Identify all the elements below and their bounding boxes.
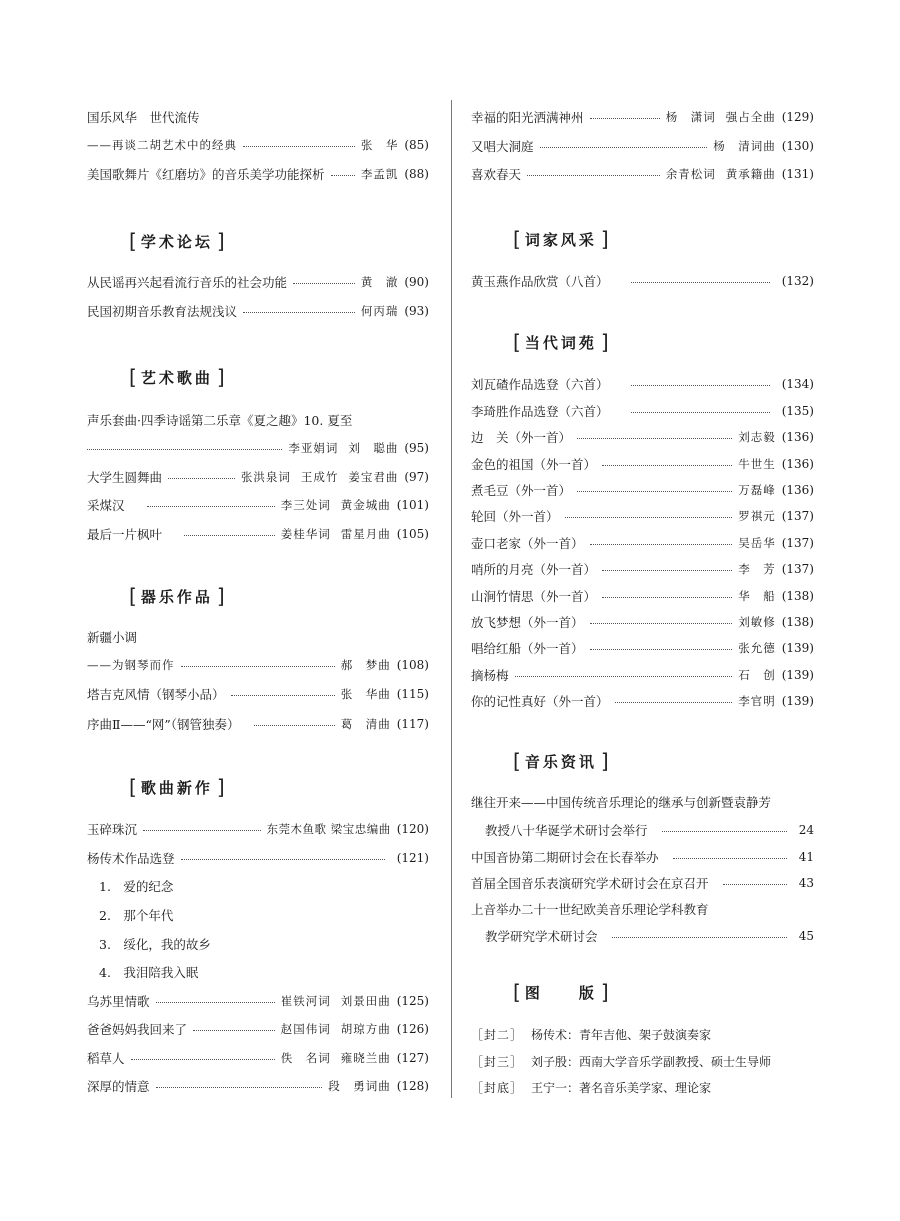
section-heading: [ 器乐作品 ] bbox=[129, 584, 225, 608]
entry-author: 刘敏修 bbox=[738, 615, 776, 629]
toc-entry[interactable] bbox=[87, 135, 429, 155]
toc-entry[interactable] bbox=[471, 480, 814, 500]
toc-entry[interactable] bbox=[471, 136, 814, 156]
entry-author: 张允德 bbox=[738, 641, 776, 655]
entry-author: 李亚娟词 bbox=[288, 441, 339, 455]
leader-dots bbox=[631, 385, 770, 386]
toc-entry[interactable] bbox=[485, 820, 814, 840]
leader-dots bbox=[590, 649, 733, 650]
column-divider bbox=[451, 100, 452, 1098]
leader-dots bbox=[147, 506, 275, 507]
leader-dots bbox=[131, 1059, 275, 1060]
leader-dots bbox=[168, 478, 235, 479]
toc-subitem[interactable] bbox=[99, 905, 429, 925]
entry-page: 43 bbox=[798, 876, 814, 890]
entry-page: (139) bbox=[781, 694, 814, 708]
toc-entry[interactable] bbox=[87, 164, 429, 184]
toc-entry[interactable] bbox=[471, 271, 814, 291]
entry-page: (138) bbox=[781, 589, 814, 603]
leader-dots bbox=[293, 283, 355, 284]
entry-title: 序曲Ⅱ——“网”（钢管独奏） bbox=[87, 717, 240, 732]
entry-author: 刘 聪曲 bbox=[348, 441, 399, 455]
entry-page: (125) bbox=[396, 994, 429, 1008]
entry-author: 罗祺元 bbox=[738, 509, 776, 523]
entry-author: 崔铁河词 bbox=[280, 994, 331, 1008]
entry-title: 上音举办二十一世纪欧美音乐理论学科教育 bbox=[471, 902, 709, 917]
entry-title: 哨所的月亮（外一首） bbox=[471, 562, 597, 577]
section-heading-text: 词家风采 bbox=[524, 230, 597, 249]
toc-entry[interactable] bbox=[471, 665, 814, 685]
entry-author: 万磊峰 bbox=[738, 483, 776, 497]
entry-page: (108) bbox=[396, 658, 429, 672]
leader-dots bbox=[87, 449, 282, 450]
toc-entry[interactable] bbox=[471, 586, 814, 606]
toc-subitem[interactable] bbox=[99, 934, 429, 954]
toc-entry[interactable] bbox=[87, 1019, 429, 1039]
leader-dots bbox=[723, 884, 787, 885]
entry-author: 华 船 bbox=[738, 589, 776, 603]
leader-dots bbox=[243, 312, 355, 313]
toc-entry[interactable] bbox=[87, 655, 429, 675]
plate-entry[interactable] bbox=[471, 1024, 711, 1044]
plate-label: ［封二］ bbox=[471, 1027, 524, 1042]
entry-author: 张洪泉词 bbox=[240, 470, 291, 484]
entry-title: 4. 我泪陪我入眠 bbox=[99, 965, 199, 980]
entry-author: 余青松词 bbox=[665, 167, 716, 181]
toc-entry[interactable] bbox=[471, 847, 814, 867]
entry-author: 王成竹 bbox=[300, 470, 339, 484]
entry-author: 强占全曲 bbox=[725, 110, 776, 124]
entry-page: (93) bbox=[404, 304, 429, 318]
entry-page: (137) bbox=[781, 562, 814, 576]
toc-entry[interactable] bbox=[485, 926, 814, 946]
entry-page: (115) bbox=[396, 687, 429, 701]
entry-page: (128) bbox=[396, 1079, 429, 1093]
entry-title: 教授八十华诞学术研讨会举行 bbox=[485, 823, 648, 838]
entry-page: (130) bbox=[781, 139, 814, 153]
toc-entry[interactable] bbox=[87, 272, 429, 292]
entry-title: 李琦胜作品选登（六首） bbox=[471, 404, 609, 419]
leader-dots bbox=[540, 147, 708, 148]
entry-title: 爸爸妈妈我回来了 bbox=[87, 1022, 188, 1037]
section-heading: [ 图 版 ] bbox=[513, 980, 609, 1004]
section-heading: [ 学术论坛 ] bbox=[129, 229, 225, 253]
plate-text: 刘子殷：西南大学音乐学副教授、硕士生导师 bbox=[531, 1054, 772, 1069]
toc-entry[interactable] bbox=[471, 401, 814, 421]
entry-author: 东莞木鱼歌 梁宝忠编曲 bbox=[266, 822, 391, 836]
entry-title: 最后一片枫叶 bbox=[87, 527, 163, 542]
entry-page: 45 bbox=[798, 929, 814, 943]
entry-author: 葛 清曲 bbox=[340, 717, 391, 731]
entry-title: 美国歌舞片《红磨坊》的音乐美学功能探析 bbox=[87, 167, 325, 182]
toc-entry[interactable] bbox=[87, 684, 429, 704]
entry-title: 你的记性真好（外一首） bbox=[471, 694, 609, 709]
section-heading-text: 学术论坛 bbox=[140, 232, 213, 251]
entry-page: (105) bbox=[396, 527, 429, 541]
entry-author: 李三处词 bbox=[280, 498, 331, 512]
leader-dots bbox=[331, 175, 355, 176]
entry-author: 刘景田曲 bbox=[340, 994, 391, 1008]
toc-entry[interactable] bbox=[471, 427, 814, 447]
entry-title: ——再谈二胡艺术中的经典 bbox=[87, 138, 237, 152]
entry-page: (139) bbox=[781, 668, 814, 682]
toc-entry[interactable] bbox=[87, 524, 429, 544]
section-heading: [ 歌曲新作 ] bbox=[129, 775, 225, 799]
toc-entry[interactable] bbox=[471, 899, 814, 919]
entry-author: 雍晓兰曲 bbox=[340, 1051, 391, 1065]
entry-page: (132) bbox=[781, 274, 814, 288]
leader-dots bbox=[156, 1002, 275, 1003]
entry-page: (126) bbox=[396, 1022, 429, 1036]
entry-author: 吴岳华 bbox=[738, 536, 776, 550]
entry-author: 佚 名词 bbox=[280, 1051, 331, 1065]
entry-author: 郝 梦曲 bbox=[340, 658, 391, 672]
toc-subitem[interactable] bbox=[99, 876, 429, 896]
entry-page: (85) bbox=[404, 138, 429, 152]
toc-entry[interactable] bbox=[87, 410, 429, 430]
entry-title: 喜欢春天 bbox=[471, 167, 522, 182]
entry-title: 1. 爱的纪念 bbox=[99, 879, 174, 894]
entry-page: (117) bbox=[396, 717, 429, 731]
plate-text: 王宁一：著名音乐美学家、理论家 bbox=[531, 1080, 712, 1095]
entry-title: 唱给红船（外一首） bbox=[471, 641, 584, 656]
entry-title: 塔吉克风情（钢琴小品） bbox=[87, 687, 225, 702]
leader-dots bbox=[181, 859, 385, 860]
entry-author: 黄承籍曲 bbox=[725, 167, 776, 181]
entry-title: 民国初期音乐教育法规浅议 bbox=[87, 304, 238, 319]
entry-author: 段 勇词曲 bbox=[328, 1079, 391, 1093]
toc-entry[interactable] bbox=[87, 107, 429, 127]
leader-dots bbox=[565, 517, 733, 518]
toc-entry[interactable] bbox=[87, 438, 429, 458]
leader-dots bbox=[156, 1087, 323, 1088]
entry-page: (136) bbox=[781, 430, 814, 444]
entry-title: 稻草人 bbox=[87, 1051, 125, 1066]
entry-page: (88) bbox=[404, 167, 429, 181]
section-heading-text: 音乐资讯 bbox=[524, 752, 597, 771]
leader-dots bbox=[602, 570, 732, 571]
entry-author: 杨 潇词 bbox=[665, 110, 716, 124]
entry-author: 姜宝君曲 bbox=[348, 470, 399, 484]
entry-title: 国乐风华 世代流传 bbox=[87, 110, 200, 125]
leader-dots bbox=[193, 1030, 275, 1031]
entry-page: (136) bbox=[781, 483, 814, 497]
entry-title: 刘瓦碴作品选登（六首） bbox=[471, 377, 609, 392]
entry-title: 首届全国音乐表演研究学术研讨会在京召开 bbox=[471, 876, 709, 891]
entry-author: 张 华 bbox=[360, 138, 399, 152]
plate-label: ［封三］ bbox=[471, 1054, 524, 1069]
leader-dots bbox=[590, 623, 733, 624]
leader-dots bbox=[184, 535, 275, 536]
entry-page: (137) bbox=[781, 509, 814, 523]
toc-entry[interactable] bbox=[87, 1076, 429, 1096]
toc-entry[interactable] bbox=[87, 495, 429, 515]
entry-title: 2. 那个年代 bbox=[99, 908, 174, 923]
leader-dots bbox=[602, 597, 732, 598]
leader-dots bbox=[577, 438, 732, 439]
leader-dots bbox=[615, 702, 733, 703]
leader-dots bbox=[602, 465, 732, 466]
entry-title: 边 关（外一首） bbox=[471, 430, 572, 445]
plate-label: ［封底］ bbox=[471, 1080, 524, 1095]
entry-page: (135) bbox=[781, 404, 814, 418]
entry-page: 24 bbox=[798, 823, 814, 837]
entry-author: 雷星月曲 bbox=[340, 527, 391, 541]
leader-dots bbox=[527, 175, 660, 176]
entry-title: 采煤汉 bbox=[87, 498, 125, 513]
entry-title: 教学研究学术研讨会 bbox=[485, 929, 598, 944]
entry-author: 张 华曲 bbox=[340, 687, 391, 701]
entry-page: (129) bbox=[781, 110, 814, 124]
toc-entry[interactable] bbox=[87, 848, 429, 868]
toc-entry[interactable] bbox=[471, 691, 814, 711]
entry-title: 深厚的情意 bbox=[87, 1079, 150, 1094]
entry-title: 煮毛豆（外一首） bbox=[471, 483, 572, 498]
leader-dots bbox=[577, 491, 732, 492]
entry-title: 玉碎珠沉 bbox=[87, 822, 138, 837]
entry-author: 李官明 bbox=[738, 694, 776, 708]
toc-entry[interactable] bbox=[471, 164, 814, 184]
toc-subitem[interactable] bbox=[99, 962, 429, 982]
entry-page: (137) bbox=[781, 536, 814, 550]
entry-title: 从民谣再兴起看流行音乐的社会功能 bbox=[87, 275, 288, 290]
entry-author: 刘志毅 bbox=[738, 430, 776, 444]
entry-page: (95) bbox=[404, 441, 429, 455]
entry-title: 轮回（外一首） bbox=[471, 509, 559, 524]
entry-title: 幸福的阳光洒满神州 bbox=[471, 110, 584, 125]
entry-title: 大学生圆舞曲 bbox=[87, 470, 163, 485]
toc-entry[interactable] bbox=[87, 1048, 429, 1068]
toc-entry[interactable] bbox=[87, 627, 429, 647]
entry-page: (120) bbox=[396, 822, 429, 836]
toc-entry[interactable] bbox=[471, 559, 814, 579]
section-heading: [ 词家风采 ] bbox=[513, 227, 609, 251]
entry-page: (121) bbox=[396, 851, 429, 865]
toc-entry[interactable] bbox=[471, 506, 814, 526]
toc-entry[interactable] bbox=[87, 991, 429, 1011]
toc-entry[interactable] bbox=[471, 107, 814, 127]
toc-entry[interactable] bbox=[471, 454, 814, 474]
entry-title: 新疆小调 bbox=[87, 630, 138, 645]
entry-author: 姜桂华词 bbox=[280, 527, 331, 541]
plate-entry[interactable] bbox=[471, 1077, 711, 1097]
toc-entry[interactable] bbox=[87, 819, 429, 839]
entry-author: 赵国伟词 bbox=[280, 1022, 331, 1036]
entry-title: 又唱大洞庭 bbox=[471, 139, 534, 154]
entry-author: 李 芳 bbox=[738, 562, 776, 576]
toc-entry[interactable] bbox=[87, 301, 429, 321]
leader-dots bbox=[181, 666, 335, 667]
leader-dots bbox=[231, 695, 335, 696]
toc-entry[interactable] bbox=[471, 873, 814, 893]
leader-dots bbox=[254, 725, 335, 726]
entry-author: 杨 清词曲 bbox=[713, 139, 776, 153]
section-heading-text: 艺术歌曲 bbox=[140, 368, 213, 387]
entry-title: 3. 绥化，我的故乡 bbox=[99, 937, 211, 952]
entry-title: 摘杨梅 bbox=[471, 668, 509, 683]
entry-page: (131) bbox=[781, 167, 814, 181]
plate-entry[interactable] bbox=[471, 1051, 771, 1071]
entry-title: 壶口老家（外一首） bbox=[471, 536, 584, 551]
leader-dots bbox=[631, 282, 770, 283]
entry-page: (97) bbox=[404, 470, 429, 484]
entry-author: 黄金城曲 bbox=[340, 498, 391, 512]
plate-text: 杨传术：青年吉他、架子鼓演奏家 bbox=[531, 1027, 712, 1042]
entry-author: 李孟凯 bbox=[360, 167, 399, 181]
entry-page: (127) bbox=[396, 1051, 429, 1065]
section-heading-text: 当代词苑 bbox=[524, 333, 597, 352]
toc-entry[interactable] bbox=[471, 792, 814, 812]
leader-dots bbox=[612, 937, 787, 938]
entry-page: (90) bbox=[404, 275, 429, 289]
leader-dots bbox=[673, 858, 787, 859]
entry-page: (136) bbox=[781, 457, 814, 471]
entry-title: 声乐套曲·四季诗谣第二乐章《夏之趣》10. 夏至 bbox=[87, 413, 353, 428]
toc-entry[interactable] bbox=[87, 714, 429, 734]
leader-dots bbox=[590, 544, 733, 545]
entry-author: 黄 澈 bbox=[360, 275, 399, 289]
toc-entry[interactable] bbox=[471, 533, 814, 553]
toc-entry[interactable] bbox=[471, 638, 814, 658]
leader-dots bbox=[243, 146, 355, 147]
entry-title: 放飞梦想（外一首） bbox=[471, 615, 584, 630]
entry-author: 何丙瑞 bbox=[360, 304, 399, 318]
section-heading: [ 音乐资讯 ] bbox=[513, 749, 609, 773]
leader-dots bbox=[515, 676, 733, 677]
leader-dots bbox=[662, 831, 787, 832]
leader-dots bbox=[143, 830, 261, 831]
entry-page: (134) bbox=[781, 377, 814, 391]
entry-title: 金色的祖国（外一首） bbox=[471, 457, 597, 472]
entry-title: 继往开来——中国传统音乐理论的继承与创新暨袁静芳 bbox=[471, 795, 772, 810]
entry-page: 41 bbox=[798, 850, 814, 864]
toc-entry[interactable] bbox=[471, 374, 814, 394]
entry-title: 黄玉燕作品欣赏（八首） bbox=[471, 274, 609, 289]
section-heading-text: 歌曲新作 bbox=[140, 778, 213, 797]
entry-page: (101) bbox=[396, 498, 429, 512]
entry-title: ——为钢琴而作 bbox=[87, 658, 175, 672]
entry-page: (139) bbox=[781, 641, 814, 655]
entry-title: 山涧竹情思（外一首） bbox=[471, 589, 597, 604]
section-heading: [ 当代词苑 ] bbox=[513, 330, 609, 354]
entry-title: 乌苏里情歌 bbox=[87, 994, 150, 1009]
leader-dots bbox=[590, 118, 660, 119]
entry-title: 中国音协第二期研讨会在长春举办 bbox=[471, 850, 659, 865]
section-heading-text: 图 版 bbox=[524, 983, 597, 1002]
section-heading: [ 艺术歌曲 ] bbox=[129, 365, 225, 389]
entry-author: 石 创 bbox=[738, 668, 776, 682]
entry-title: 杨传术作品选登 bbox=[87, 851, 175, 866]
entry-author: 牛世生 bbox=[738, 457, 776, 471]
section-heading-text: 器乐作品 bbox=[140, 587, 213, 606]
entry-page: (138) bbox=[781, 615, 814, 629]
leader-dots bbox=[631, 412, 770, 413]
entry-author: 胡琼方曲 bbox=[340, 1022, 391, 1036]
toc-entry[interactable] bbox=[471, 612, 814, 632]
toc-entry[interactable] bbox=[87, 467, 429, 487]
